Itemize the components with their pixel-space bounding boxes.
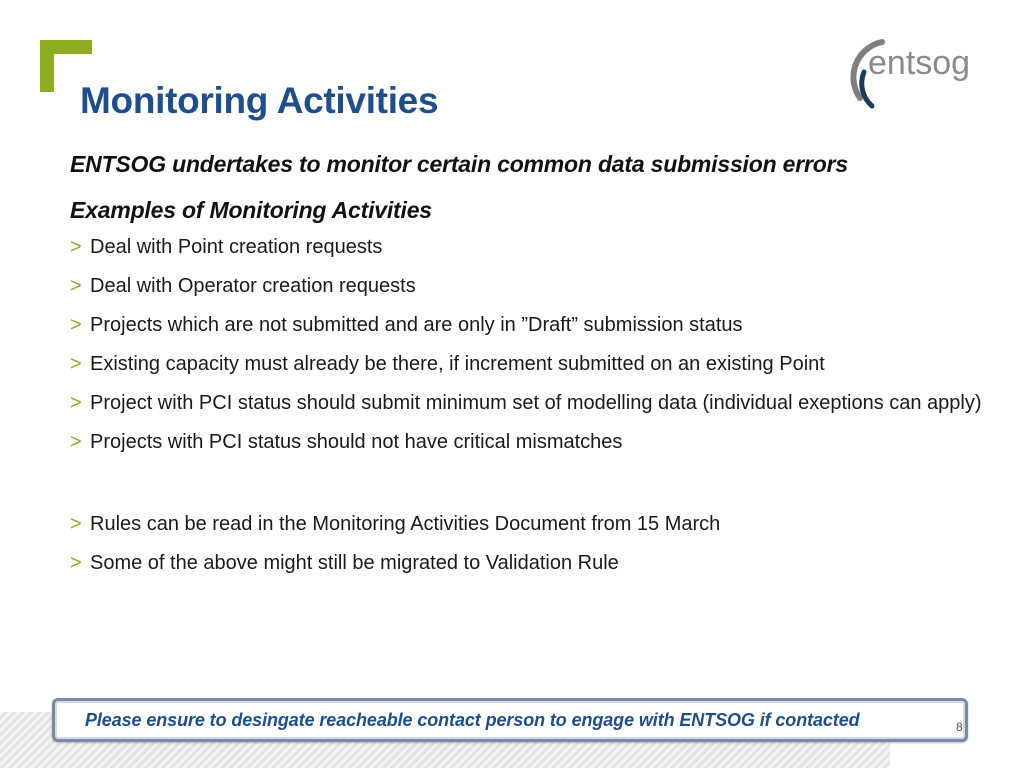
page-number: 8 xyxy=(956,720,963,734)
bullet-arrow: > xyxy=(70,353,82,375)
entsog-logo xyxy=(842,36,992,112)
list-item: > Rules can be read in the Monitoring Activities Document from 15 March xyxy=(70,509,1010,539)
subheading-examples: Examples of Monitoring Activities xyxy=(70,197,432,223)
footer-callout xyxy=(52,698,968,742)
subheading-intro: ENTSOG undertakes to monitor certain common data submission errors xyxy=(70,151,848,177)
notes-list xyxy=(70,509,1010,578)
bullet-arrow: > xyxy=(70,552,82,574)
list-item: > Projects which are not submitted and are only in ”Draft” submission status xyxy=(70,310,1010,340)
list-item: > Some of the above might still be migrated to Validation Rule xyxy=(70,548,1010,578)
monitoring-list xyxy=(70,232,1010,457)
slide-content xyxy=(70,146,1010,587)
logo-wordmark: entsog xyxy=(868,44,971,82)
bullet-arrow: > xyxy=(70,314,82,336)
bullet-arrow: > xyxy=(70,513,82,535)
list-item: > Project with PCI status should submit minimum set of modelling data (individual exeptions can apply) xyxy=(70,388,1010,418)
bullet-arrow: > xyxy=(70,236,82,258)
footer-text: Please ensure to desingate reacheable contact person to engage with ENTSOG if contacted xyxy=(85,710,860,730)
list-item: > Deal with Point creation requests xyxy=(70,232,1010,262)
slide-title: Monitoring Activities xyxy=(80,80,439,121)
bullet-arrow: > xyxy=(70,431,82,453)
list-item: > Deal with Operator creation requests xyxy=(70,271,1010,301)
list-item: > Projects with PCI status should not have critical mismatches xyxy=(70,427,1010,457)
bullet-arrow: > xyxy=(70,275,82,297)
bullet-arrow: > xyxy=(70,392,82,414)
list-item: > Existing capacity must already be there, if increment submitted on an existing Point xyxy=(70,349,1010,379)
